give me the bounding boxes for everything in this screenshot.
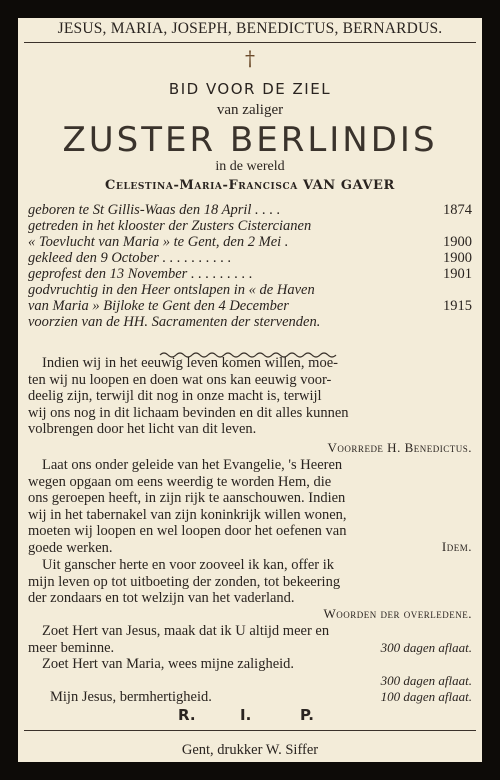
attribution-deceased: Woorden der overledene. [323,606,472,621]
bio-line [28,250,472,266]
text-line: wegen opgaan om eens weerdig te worden Hem, die [28,473,332,490]
text-line: Zoet Hert van Jesus, maak dat ik U altijd meer en [42,623,330,639]
text-line: Indien wij in het eeuwig leven komen willen, moe- [42,355,338,371]
bio-year: 1915 [443,298,472,314]
bio-text: geprofest den 13 November . . . . . . . . . [28,266,253,282]
bio-line [28,266,472,282]
bio-year: 1900 [443,250,472,266]
bio-line [28,218,472,234]
text-line: wij in het tabernakel van zijn koninkrijk willen wonen, [28,506,347,523]
bio-text: geboren te St Gillis-Waas den 18 April . . . . [28,202,281,218]
bio-text: van Maria » Bijloke te Gent den 4 December [28,298,289,314]
bio-line [28,202,472,218]
attribution-benedictus: Voorrede H. Benedictus. [327,440,472,455]
indulgence: 300 dagen aflaat. [380,673,472,688]
text-line: moeten wij loopen en wel loopen door het oefenen van [28,523,347,539]
bio-line [28,234,472,250]
gospel-paragraph [28,457,472,556]
in-de-wereld: in de wereld [215,159,285,174]
text-line: meer beminne. [28,639,115,656]
text-line: deelig zijn, terwijl dit nog in onze macht is, terwijl [28,388,322,404]
van-zaliger: van zaliger [216,102,284,118]
attribution-idem: Idem. [441,539,472,554]
text-line: mijn leven op tot uitboeting der zonden, tot bekeering [28,573,341,590]
rip-letter: I. [240,706,252,724]
bio-year: 1874 [443,202,472,218]
bio-year: 1900 [443,234,472,250]
printer-credit: Gent, drukker W. Siffer [181,742,319,758]
exhortation-paragraph [28,355,472,438]
text-line: Uit ganscher herte en voor zooveel ik kan, offer ik [42,557,335,573]
rip-letter: R. [178,706,196,724]
text-line: goede werken. [28,539,113,556]
bio-text: voorzien van de HH. Sacramenten der stervenden. [28,314,321,330]
text-line: wij ons nog in dit lichaam bevinden en dit alles kunnen [28,404,349,421]
memorial-card [18,18,482,762]
rip-letter: P. [300,706,314,724]
bio-line [28,298,472,314]
text-line: Zoet Hert van Maria, wees mijne zaligheid. [42,656,295,672]
prayer-request: BID VOOR DE ZIEL [168,80,332,98]
deceased-name: ZUSTER BERLINDIS [62,120,438,160]
bio-text: « Toevlucht van Maria » te Gent, den 2 Mei . [28,234,289,250]
text-line: volbrengen door het licht van dit leven. [28,421,257,437]
text-line: der zondaars en tot welzijn van het vaderland. [28,590,295,606]
bio-year: 1901 [443,266,472,282]
offering-paragraph [28,557,472,607]
text-line: ten wij nu loopen en doen wat ons kan eeuwig voor- [28,371,332,388]
footer-rule [24,730,476,731]
saints-header: JESUS, MARIA, JOSEPH, BENEDICTUS, BERNARDUS. [57,20,443,37]
text-line: Laat ons onder geleide van het Evangelie, 's Heeren [42,457,343,473]
prayer-heart-of-mary [28,656,472,673]
indulgence: 300 dagen aflaat. [380,640,472,655]
cross-icon: † [245,46,255,70]
bio-text: getreden in het klooster der Zusters Cistercianen [28,218,312,234]
bio-text: godvruchtig in den Heer ontslapen in « de Haven [28,282,315,298]
civil-name: Celestina-Maria-Francisca VAN GAVER [105,178,395,193]
indulgence: 100 dagen aflaat. [380,689,472,704]
bio-text: gekleed den 9 October . . . . . . . . . . [28,250,232,266]
bio-line [28,314,472,330]
bio-line [28,282,472,298]
text-line: ons geroepen heeft, in zijn rijk te aanschouwen. Indien [28,490,346,506]
text-line: Mijn Jesus, bermhertigheid. [50,689,212,705]
header-rule [24,42,476,43]
